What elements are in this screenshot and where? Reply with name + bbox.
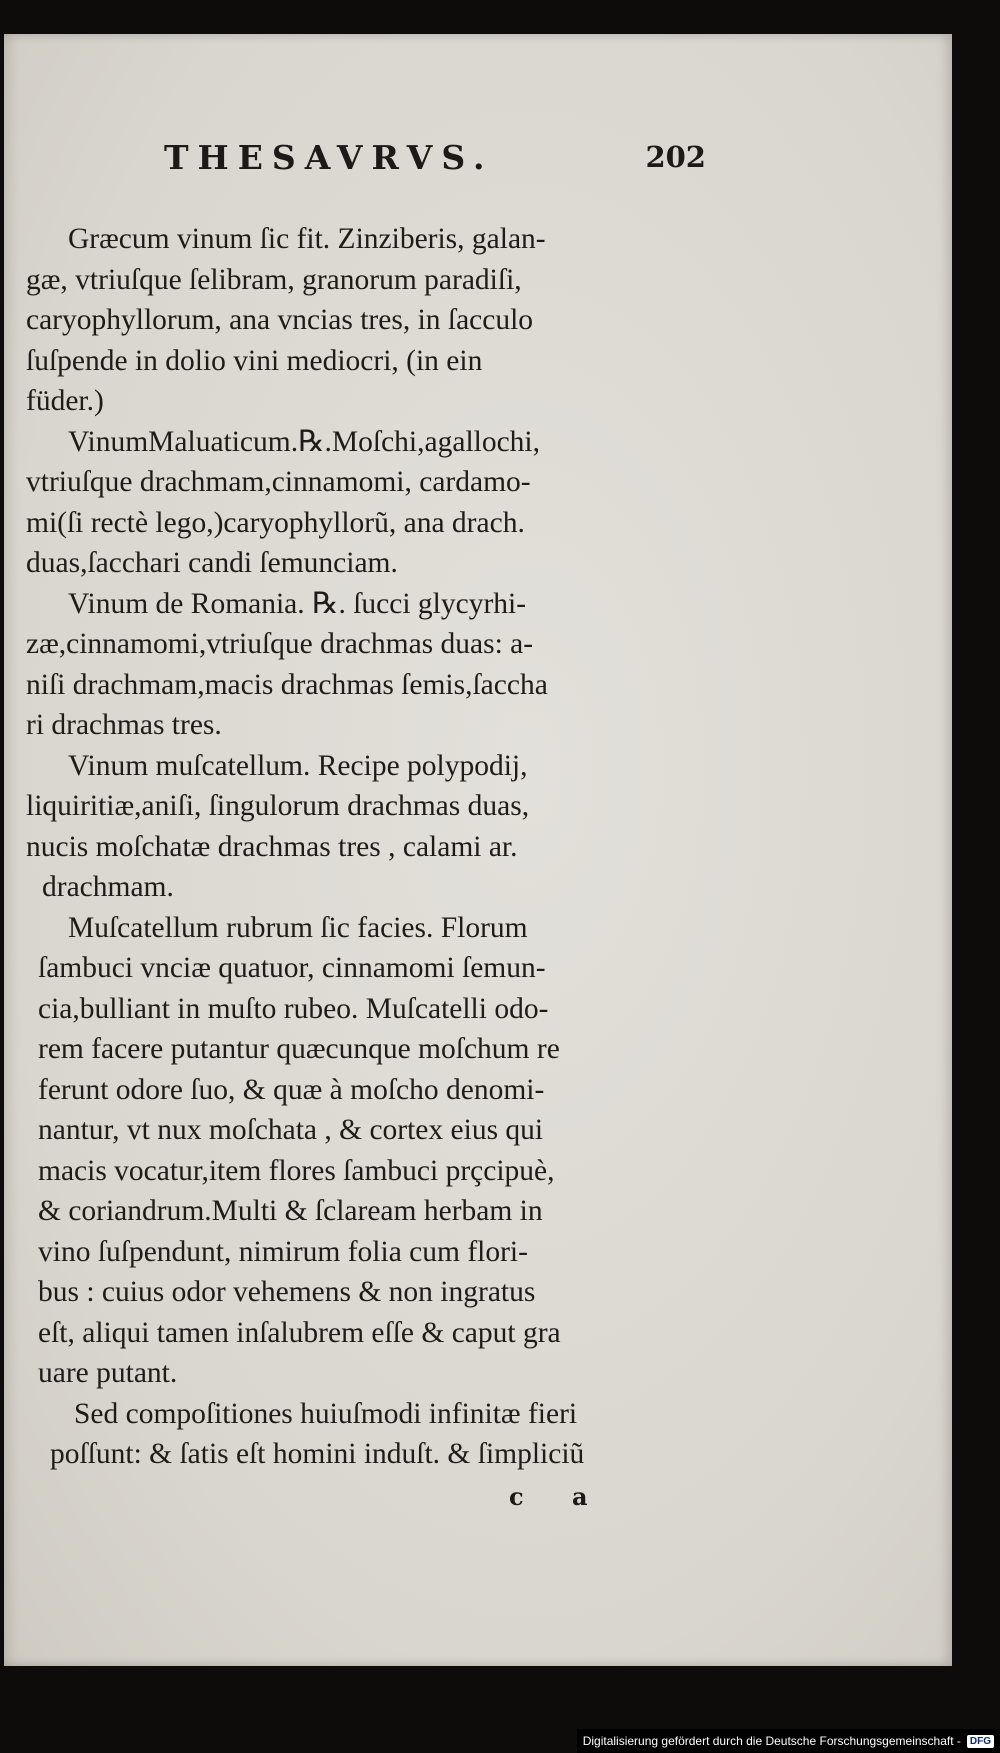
text-line: duas,ſacchari candi ſemunciam. <box>26 547 398 579</box>
body-text <box>26 219 712 1475</box>
signature-mark: c a <box>509 1482 608 1511</box>
digitization-credit: Digitalisierung gefördert durch die Deutsche Forschungsgemeinschaft - <box>582 1734 961 1748</box>
text-line: vtriuſque drachmam,cinnamomi, cardamo- <box>26 466 531 498</box>
text-line: uare putant. <box>38 1357 178 1389</box>
book-page <box>4 34 952 1666</box>
page-header <box>164 138 724 186</box>
text-line: bus : cuius odor vehemens & non ingratus <box>38 1276 536 1308</box>
text-line: Sed compoſitiones huiuſmodi infinitæ fieri <box>74 1397 578 1430</box>
text-line: nucis moſchatæ drachmas tres , calami ar. <box>26 830 518 863</box>
text-line: füder.) <box>26 385 104 417</box>
text-line: ri drachmas tres. <box>26 709 222 741</box>
text-line: rem facere putantur quæcunque moſchum re <box>38 1033 560 1065</box>
text-line: poſſunt: & ſatis eſt homini induſt. & ſimpliciũ <box>50 1438 585 1470</box>
text-line: liquiritiæ,aniſi, ſingulorum drachmas duas, <box>26 790 530 822</box>
text-line: VinumMaluaticum.℞.Moſchi,agallochi, <box>68 425 540 458</box>
page-number: 202 <box>645 140 706 174</box>
text-line: nantur, vt nux moſchata , & cortex eius qui <box>38 1114 544 1146</box>
text-line: ſambuci vnciæ quatuor, cinnamomi ſemun- <box>38 952 546 984</box>
text-line: ferunt odore ſuo, & quæ à moſcho denomi- <box>38 1073 545 1106</box>
text-line: macis vocatur,item flores ſambuci prçcipuè, <box>38 1154 555 1187</box>
text-line: gæ, vtriuſque ſelibram, granorum paradiſi, <box>26 263 522 296</box>
text-line: zæ,cinnamomi,vtriuſque drachmas duas: a- <box>26 628 534 660</box>
running-title: THESAVRVS. <box>164 138 494 177</box>
digitization-credit-bar <box>577 1729 1000 1753</box>
text-line: mi(ſi rectè lego,)caryophyllorũ, ana drach. <box>26 506 525 539</box>
text-line: eſt, aliqui tamen inſalubrem eſſe & caput gra <box>38 1316 561 1349</box>
text-line: caryophyllorum, ana vncias tres, in ſacculo <box>26 304 534 336</box>
text-line: Vinum muſcatellum. Recipe polypodij, <box>68 749 528 782</box>
text-line: niſi drachmam,macis drachmas ſemis,ſaccha <box>26 668 548 701</box>
text-line: Vinum de Romania. ℞. ſucci glycyrhi- <box>68 587 527 620</box>
text-line: cia,bulliant in muſto rubeo. Muſcatelli odo- <box>38 992 549 1025</box>
dfg-logo: DFG <box>967 1735 994 1748</box>
text-line: ſuſpende in dolio vini mediocri, (in ein <box>26 344 483 377</box>
text-line: drachmam. <box>42 871 174 903</box>
text-line: Græcum vinum ſic fit. Zinziberis, galan- <box>68 223 546 255</box>
text-line: Muſcatellum rubrum ſic facies. Florum <box>68 911 528 944</box>
text-line: & coriandrum.Multi & ſclaream herbam in <box>38 1195 543 1227</box>
text-line: vino ſuſpendunt, nimirum folia cum flori- <box>38 1235 528 1268</box>
